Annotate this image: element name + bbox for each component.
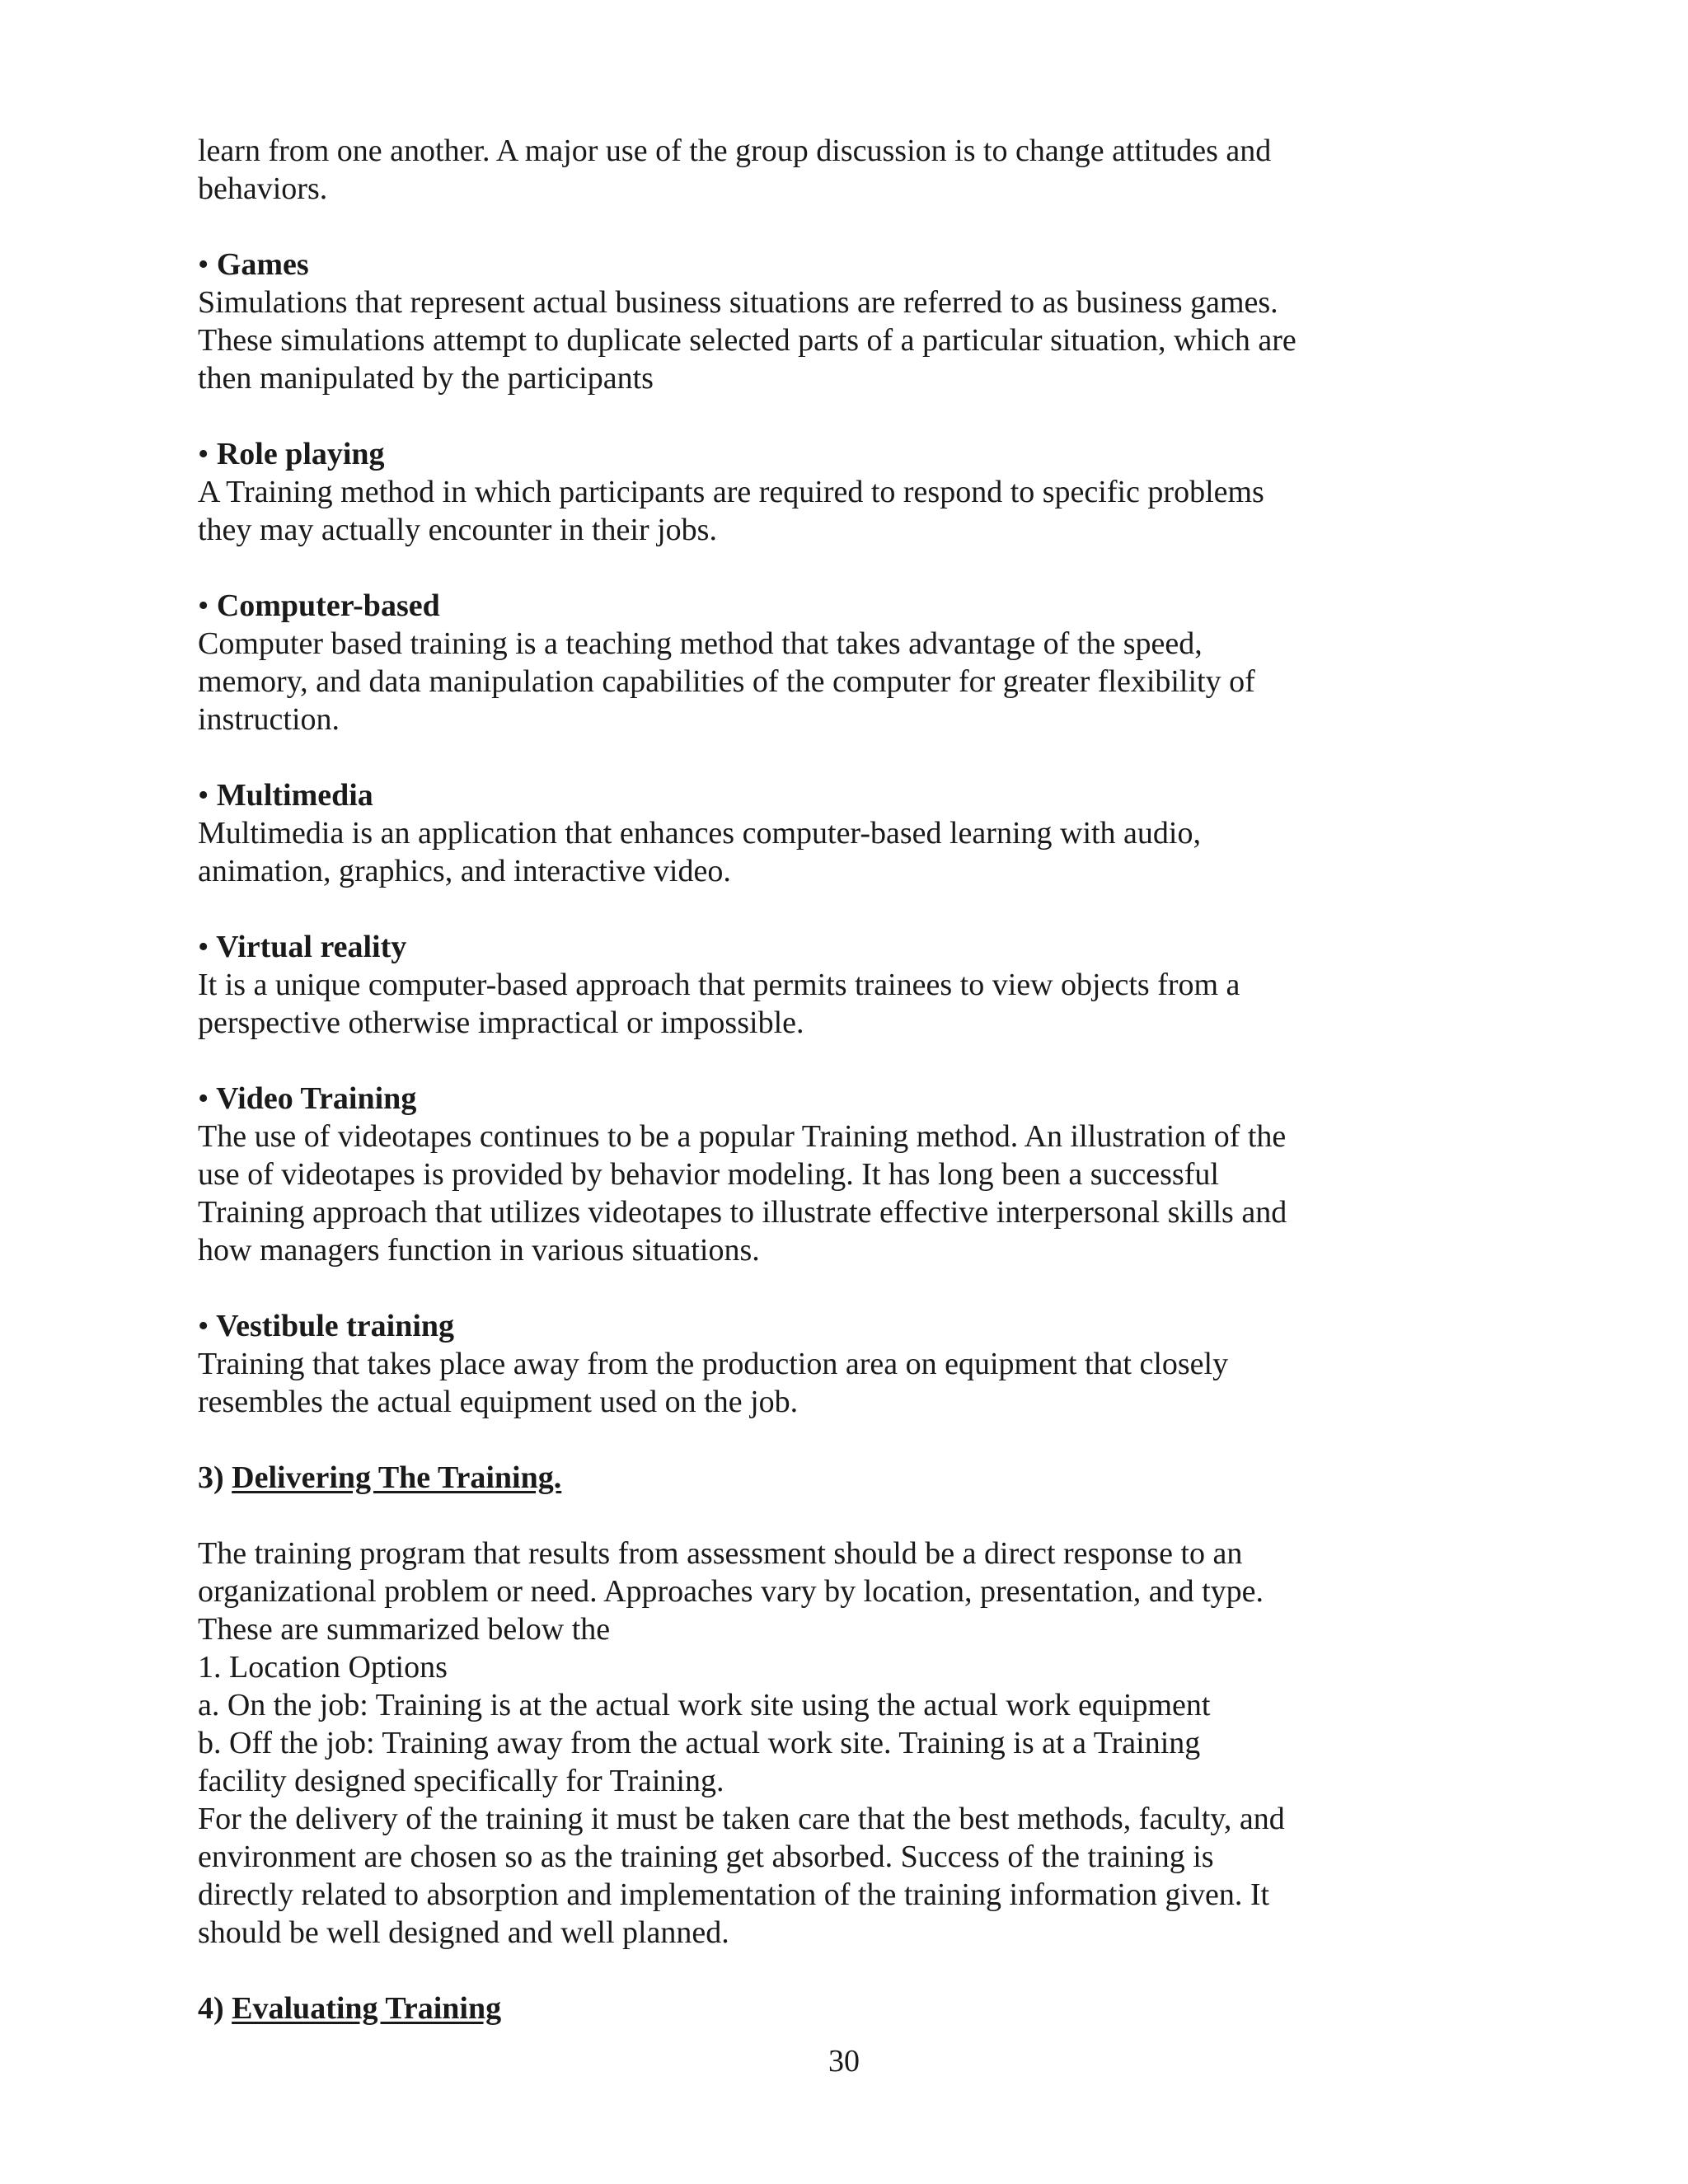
- method-title: Multimedia: [216, 778, 373, 813]
- text-line: instruction.: [198, 702, 340, 737]
- method-heading: [198, 246, 1484, 284]
- text-line: For the delivery of the training it must be taken care that the best methods, faculty, and: [198, 1802, 1285, 1836]
- intro-paragraph: [198, 132, 1484, 208]
- method-title: Computer-based: [216, 588, 440, 623]
- method-heading: [198, 1080, 1484, 1118]
- text-line: they may actually encounter in their jobs.: [198, 513, 717, 547]
- method-title: Video Training: [216, 1081, 417, 1116]
- text-line: b. Off the job: Training away from the actual work site. Training is at a Training: [198, 1726, 1201, 1760]
- text-line: should be well designed and well planned.: [198, 1915, 729, 1950]
- text-line: environment are chosen so as the training get absorbed. Success of the training is: [198, 1840, 1214, 1874]
- text-line: memory, and data manipulation capabilities of the computer for greater flexibility of: [198, 664, 1255, 699]
- text-line: resembles the actual equipment used on the job.: [198, 1385, 799, 1419]
- method-vestibule-training: [198, 1307, 1484, 1421]
- text-line: Multimedia is an application that enhances computer-based learning with audio,: [198, 816, 1201, 851]
- section-number: 4): [198, 1991, 224, 2026]
- bullet-icon: •: [198, 1081, 209, 1116]
- bullet-icon: •: [198, 1309, 209, 1343]
- text-line: use of videotapes is provided by behavior modeling. It has long been a successful: [198, 1157, 1219, 1192]
- method-heading: [198, 928, 1484, 966]
- bullet-icon: •: [198, 930, 209, 964]
- bullet-icon: •: [198, 437, 209, 471]
- method-multimedia: [198, 776, 1484, 890]
- method-heading: [198, 435, 1484, 473]
- section-title: Evaluating Training: [232, 1991, 502, 2026]
- text-line: It is a unique computer-based approach that permits trainees to view objects from a: [198, 968, 1240, 1002]
- section-number: 3): [198, 1460, 224, 1495]
- text-line: perspective otherwise impractical or impossible.: [198, 1005, 804, 1040]
- section-title: Delivering The Training.: [232, 1460, 562, 1495]
- text-line: 1. Location Options: [198, 1650, 448, 1685]
- text-line: organizational problem or need. Approaches vary by location, presentation, and type.: [198, 1574, 1264, 1609]
- text-line: learn from one another. A major use of the group discussion is to change attitudes and: [198, 134, 1272, 168]
- text-line: These simulations attempt to duplicate selected parts of a particular situation, which are: [198, 323, 1296, 358]
- method-heading: [198, 776, 1484, 814]
- text-line: a. On the job: Training is at the actual work site using the actual work equipment: [198, 1688, 1211, 1722]
- method-title: Role playing: [216, 437, 385, 471]
- text-line: then manipulated by the participants: [198, 361, 654, 396]
- section-heading-evaluating: [198, 1990, 1484, 2027]
- method-title: Virtual reality: [216, 930, 407, 964]
- text-line: The use of videotapes continues to be a popular Training method. An illustration of the: [198, 1119, 1287, 1154]
- method-virtual-reality: [198, 928, 1484, 1042]
- text-line: These are summarized below the: [198, 1612, 611, 1647]
- page-body: [198, 132, 1484, 2027]
- text-line: facility designed specifically for Training.: [198, 1764, 724, 1798]
- text-line: Training that takes place away from the production area on equipment that closely: [198, 1347, 1229, 1381]
- bullet-icon: •: [198, 588, 209, 623]
- bullet-icon: •: [198, 778, 209, 813]
- method-role-playing: [198, 435, 1484, 549]
- section-heading-delivering: [198, 1459, 1484, 1497]
- bullet-icon: •: [198, 247, 209, 282]
- section-delivering-body: [198, 1535, 1484, 1952]
- text-line: how managers function in various situations.: [198, 1233, 760, 1268]
- method-computer-based: [198, 587, 1484, 738]
- text-line: Computer based training is a teaching method that takes advantage of the speed,: [198, 626, 1203, 661]
- text-line: Training approach that utilizes videotapes to illustrate effective interpersonal skills and: [198, 1195, 1287, 1230]
- text-line: The training program that results from assessment should be a direct response to an: [198, 1536, 1243, 1571]
- text-line: Simulations that represent actual business situations are referred to as business games.: [198, 285, 1278, 320]
- method-title: Games: [216, 247, 309, 282]
- text-line: behaviors.: [198, 171, 328, 206]
- method-heading: [198, 1307, 1484, 1345]
- text-line: animation, graphics, and interactive video.: [198, 854, 731, 888]
- text-line: A Training method in which participants are required to respond to specific problems: [198, 475, 1264, 509]
- method-heading: [198, 587, 1484, 625]
- method-title: Vestibule training: [216, 1309, 455, 1343]
- method-games: [198, 246, 1484, 397]
- text-line: directly related to absorption and implementation of the training information given. It: [198, 1877, 1270, 1912]
- page-number: 30: [828, 2044, 860, 2079]
- method-video-training: [198, 1080, 1484, 1269]
